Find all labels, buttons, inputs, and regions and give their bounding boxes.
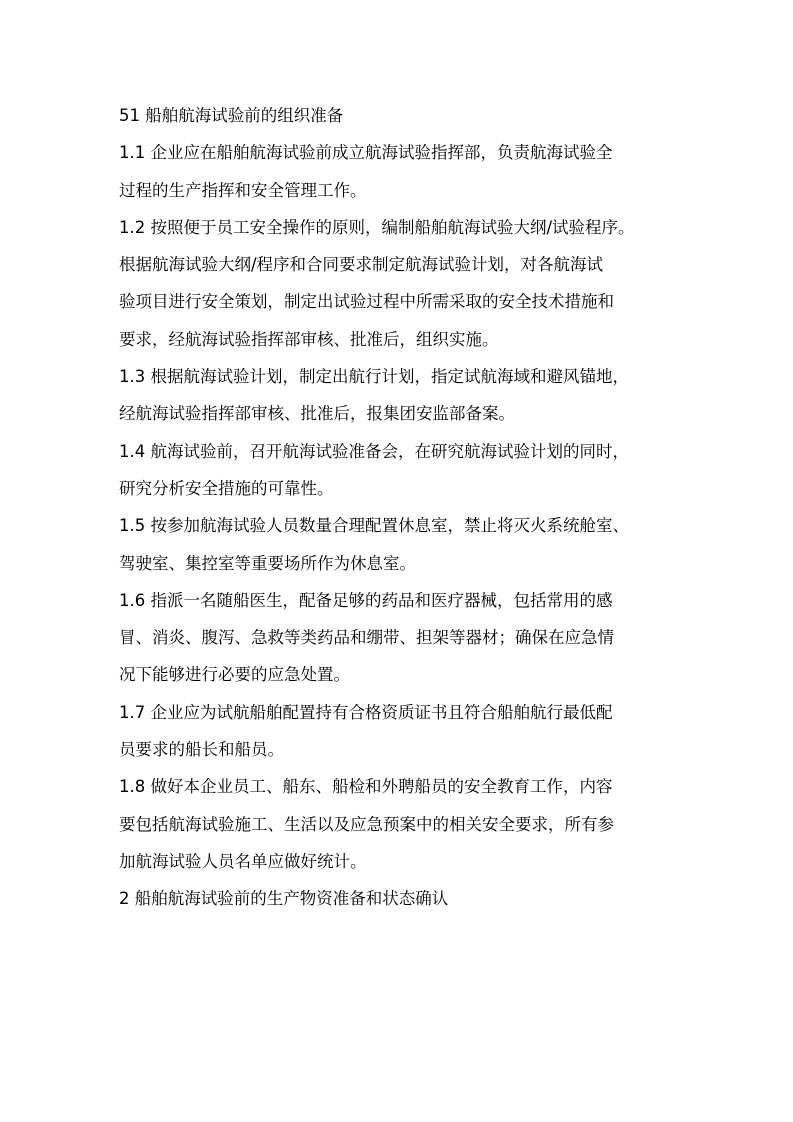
paragraph-line: 1.4 航海试验前，召开航海试验准备会，在研究航海试验计划的同时， (119, 441, 629, 461)
paragraph-line: 要求，经航海试验指挥部审核、批准后，组织实施。 (119, 329, 499, 349)
paragraph-line: 员要求的船长和船员。 (119, 740, 284, 760)
paragraph-line: 根据航海试验大纲/程序和合同要求制定航海试验计划，对各航海试 (119, 255, 604, 275)
paragraph-line: 1.7 企业应为试航船舶配置持有合格资质证书且符合船舶航行最低配 (119, 702, 613, 722)
paragraph-line: 验项目进行安全策划，制定出试验过程中所需采取的安全技术措施和 (119, 292, 614, 312)
paragraph-line: 1.8 做好本企业员工、船东、船检和外聘船员的安全教育工作，内容 (119, 777, 613, 797)
section-heading: 51 船舶航海试验前的组织准备 (119, 106, 344, 125)
paragraph-line: 过程的生产指挥和安全管理工作。 (119, 180, 367, 200)
paragraph-line: 加航海试验人员名单应做好统计。 (119, 851, 367, 871)
paragraph-line: 经航海试验指挥部审核、批准后，报集团安监部备案。 (119, 404, 515, 424)
document-body (119, 97, 684, 918)
paragraph-line: 况下能够进行必要的应急处置。 (119, 665, 350, 685)
paragraph-line: 冒、消炎、腹泻、急救等类药品和绷带、担架等器材；确保在应急情 (119, 628, 614, 648)
paragraph-line: 1.5 按参加航海试验人员数量合理配置休息室，禁止将灭火系统舱室、 (119, 516, 629, 536)
paragraph-line: 1.3 根据航海试验计划，制定出航行计划，指定试航海域和避风锚地， (119, 367, 629, 387)
paragraph-line: 研究分析安全措施的可靠性。 (119, 478, 334, 498)
paragraph-line: 1.1 企业应在船舶航海试验前成立航海试验指挥部，负责航海试验全 (119, 143, 613, 163)
paragraph-line: 1.2 按照便于员工安全操作的原则，编制船舶航海试验大纲/试验程序。 (119, 217, 635, 237)
paragraph-line: 要包括航海试验施工、生活以及应急预案中的相关安全要求，所有参 (119, 814, 614, 834)
section-heading: 2 船舶航海试验前的生产物资准备和状态确认 (119, 889, 449, 909)
paragraph-line: 驾驶室、集控室等重要场所作为休息室。 (119, 553, 416, 573)
paragraph-line: 1.6 指派一名随船医生，配备足够的药品和医疗器械，包括常用的感 (119, 590, 613, 610)
